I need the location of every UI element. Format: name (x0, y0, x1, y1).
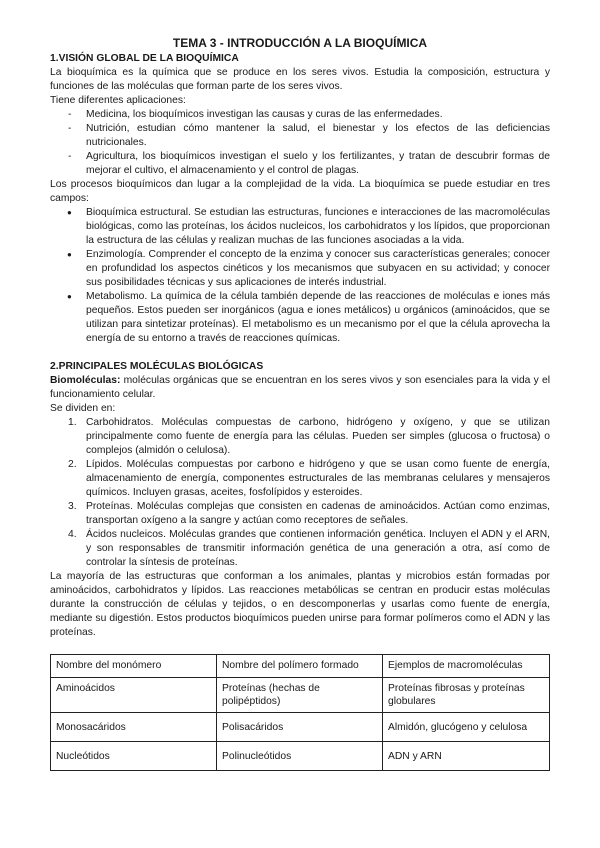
list-number: 1. (68, 417, 77, 428)
list-text: Lípidos. Moléculas compuestas por carbono e hidrógeno y que se usan como fuente de energía, almacenamiento de energía, componentes estructurales de las membranas celulares y mensajeros químicos. Incluyen grasas, aceites, fosfolípidos y esteroides. (86, 459, 550, 498)
table-cell: Almidón, glucógeno y celulosa (383, 713, 550, 742)
list-item: - Nutrición, estudian cómo mantener la salud, el bienestar y los efectos de las deficiencias nutricionales. (50, 122, 550, 150)
section-1-heading: 1.VISIÓN GLOBAL DE LA BIOQUÍMICA (50, 53, 239, 64)
list-item (50, 500, 550, 528)
divide-intro: Se dividen en: (50, 403, 116, 414)
biomolecules-text: moléculas orgánicas que se encuentran en los seres vivos y son esenciales para la vida y el funcionamiento celular. (50, 375, 550, 400)
table-cell: Proteínas fibrosas y proteínas globulares (383, 678, 550, 713)
table-cell: Proteínas (hechas de polipéptidos) (217, 678, 383, 713)
table-cell: ADN y ARN (383, 742, 550, 771)
page-title: TEMA 3 - INTRODUCCIÓN A LA BIOQUÍMICA (172, 36, 428, 50)
document-page (50, 36, 550, 771)
section-2-heading: 2.PRINCIPALES MOLÉCULAS BIOLÓGICAS (50, 361, 264, 372)
list-text: Proteínas. Moléculas complejas que consisten en cadenas de aminoácidos. Actúan como enzimas, transportan oxígeno a la sangre y actúan como receptores de señales. (86, 501, 550, 526)
list-text: Ácidos nucleicos. Moléculas grandes que contienen información genética. Incluyen el ADN y el ARN, y son responsables de transmitir información genética de una generación a otra, así como de controlar la síntesis de proteínas. (86, 529, 550, 568)
table-row (51, 678, 550, 713)
table-cell: Aminoácidos (51, 678, 217, 713)
table-row (51, 713, 550, 742)
biomolecules-term: Biomoléculas: (50, 375, 121, 386)
list-item: ● Bioquímica estructural. Se estudian las estructuras, funciones e interacciones de las macromoléculas biológicas, como las proteínas, los ácidos nucleicos, los carbohidratos y los lípidos, que proporcionan la estructura de las células y realizan muchas de las funciones asociadas a la vida. (50, 206, 550, 248)
table-header-row (51, 655, 550, 678)
fields-list (50, 206, 550, 346)
polymers-table (50, 654, 550, 771)
list-number: 3. (68, 501, 77, 512)
list-item: ● Enzimología. Comprender el concepto de la enzima y conocer sus características generales; conocer en profundidad los aspectos cinéticos y los mecanismos que subyacen en su actividad; y conocer sus posibilidades técnicas y sus aplicaciones de interés industrial. (50, 248, 550, 290)
biomolecules-definition (50, 374, 550, 402)
list-item: - Agricultura, los bioquímicos investigan el suelo y los fertilizantes, y tratan de descubrir formas de mejorar el cultivo, el almacenamiento y el control de plagas. (50, 150, 550, 178)
list-item: - Medicina, los bioquímicos investigan las causas y curas de las enfermedades. (50, 108, 550, 122)
table-row (51, 742, 550, 771)
list-text: Carbohidratos. Moléculas compuestas de carbono, hidrógeno y oxígeno, y que se utilizan principalmente como fuente de energía para las células. Pueden ser simples (glucosa o fructosa) o complejos (almidón o celulosa). (86, 417, 550, 456)
list-number: 2. (68, 459, 77, 470)
table-header-cell: Nombre del polímero formado (217, 655, 383, 678)
fields-intro: Los procesos bioquímicos dan lugar a la complejidad de la vida. La bioquímica se puede estudiar en tres campos: (50, 179, 550, 204)
table-cell: Nucleótidos (51, 742, 217, 771)
closing-paragraph: La mayoría de las estructuras que conforman a los animales, plantas y microbios están formadas por aminoácidos, carbohidratos y lípidos. Las reacciones metabólicas se centran en producir estas moléculas durante la construcción de células y tejidos, o en descomponerlas y usarlas como fuente de energía, mediante su digestión. Estos productos bioquímicos pueden unirse para formar polímeros como el ADN y las proteínas. (50, 571, 550, 638)
list-item (50, 458, 550, 500)
list-number: 4. (68, 529, 77, 540)
table-cell: Polisacáridos (217, 713, 383, 742)
applications-intro: Tiene diferentes aplicaciones: (50, 95, 186, 106)
biomolecule-types-list (50, 416, 550, 570)
list-item (50, 528, 550, 570)
list-item (50, 416, 550, 458)
table-header-cell: Ejemplos de macromoléculas (383, 655, 550, 678)
table-cell: Monosacáridos (51, 713, 217, 742)
list-item: ● Metabolismo. La química de la célula también depende de las reacciones de moléculas e iones más pequeños. Estos pueden ser inorgánicos (agua e iones metálicos) u orgánicos (aminoácidos, que se utilizan para sintetizar proteínas). El metabolismo es un mecanismo por el que la célula aprovecha la energía de su entorno a través de reacciones químicas. (50, 290, 550, 346)
table-cell: Polinucleótidos (217, 742, 383, 771)
table-header-cell: Nombre del monómero (51, 655, 217, 678)
applications-list (50, 108, 550, 178)
section-1-intro: La bioquímica es la química que se produce en los seres vivos. Estudia la composición, estructura y funciones de las moléculas que forman parte de los seres vivos. (50, 67, 550, 92)
